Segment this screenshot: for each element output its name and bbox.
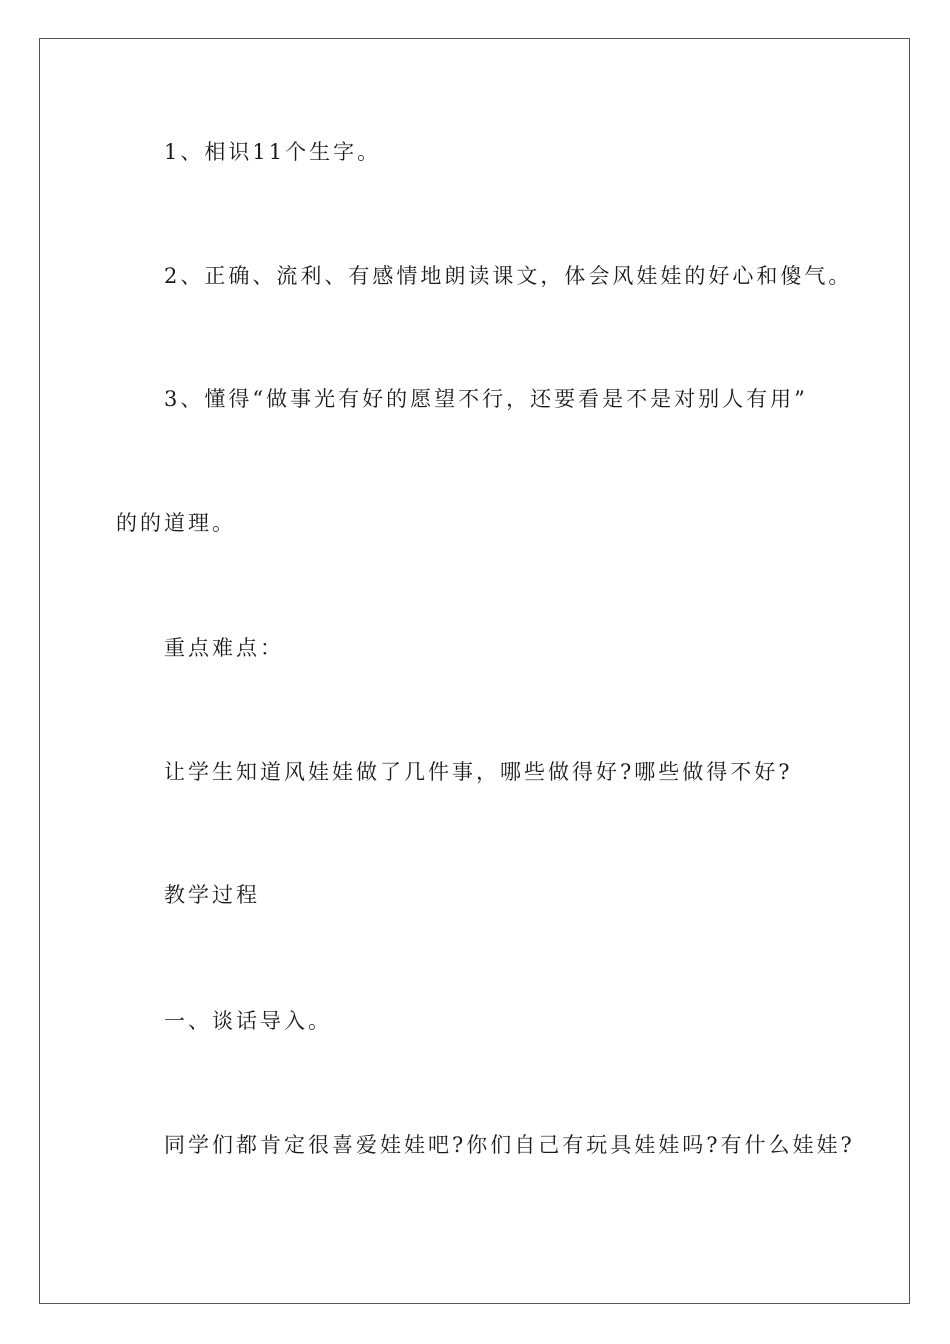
section-1-heading: 一、谈话导入。 — [164, 1009, 332, 1033]
key-points-heading: 重点难点： — [164, 636, 284, 660]
key-points-body: 让学生知道风娃娃做了几件事，哪些做得好?哪些做得不好? — [164, 760, 793, 784]
section-1-body: 同学们都肯定很喜爱娃娃吧?你们自己有玩具娃娃吗?有什么娃娃? — [164, 1133, 855, 1157]
page-border — [39, 38, 910, 1304]
goal-item-1: 1、相识11个生字。 — [164, 140, 382, 164]
goal-item-2: 2、正确、流利、有感情地朗读课文，体会风娃娃的好心和傻气。 — [164, 264, 853, 288]
teaching-process-heading: 教学过程 — [164, 883, 260, 907]
goal-item-3: 3、懂得“做事光有好的愿望不行，还要看是不是对别人有用” — [164, 387, 808, 411]
goal-item-3-continuation: 的的道理。 — [116, 511, 236, 535]
